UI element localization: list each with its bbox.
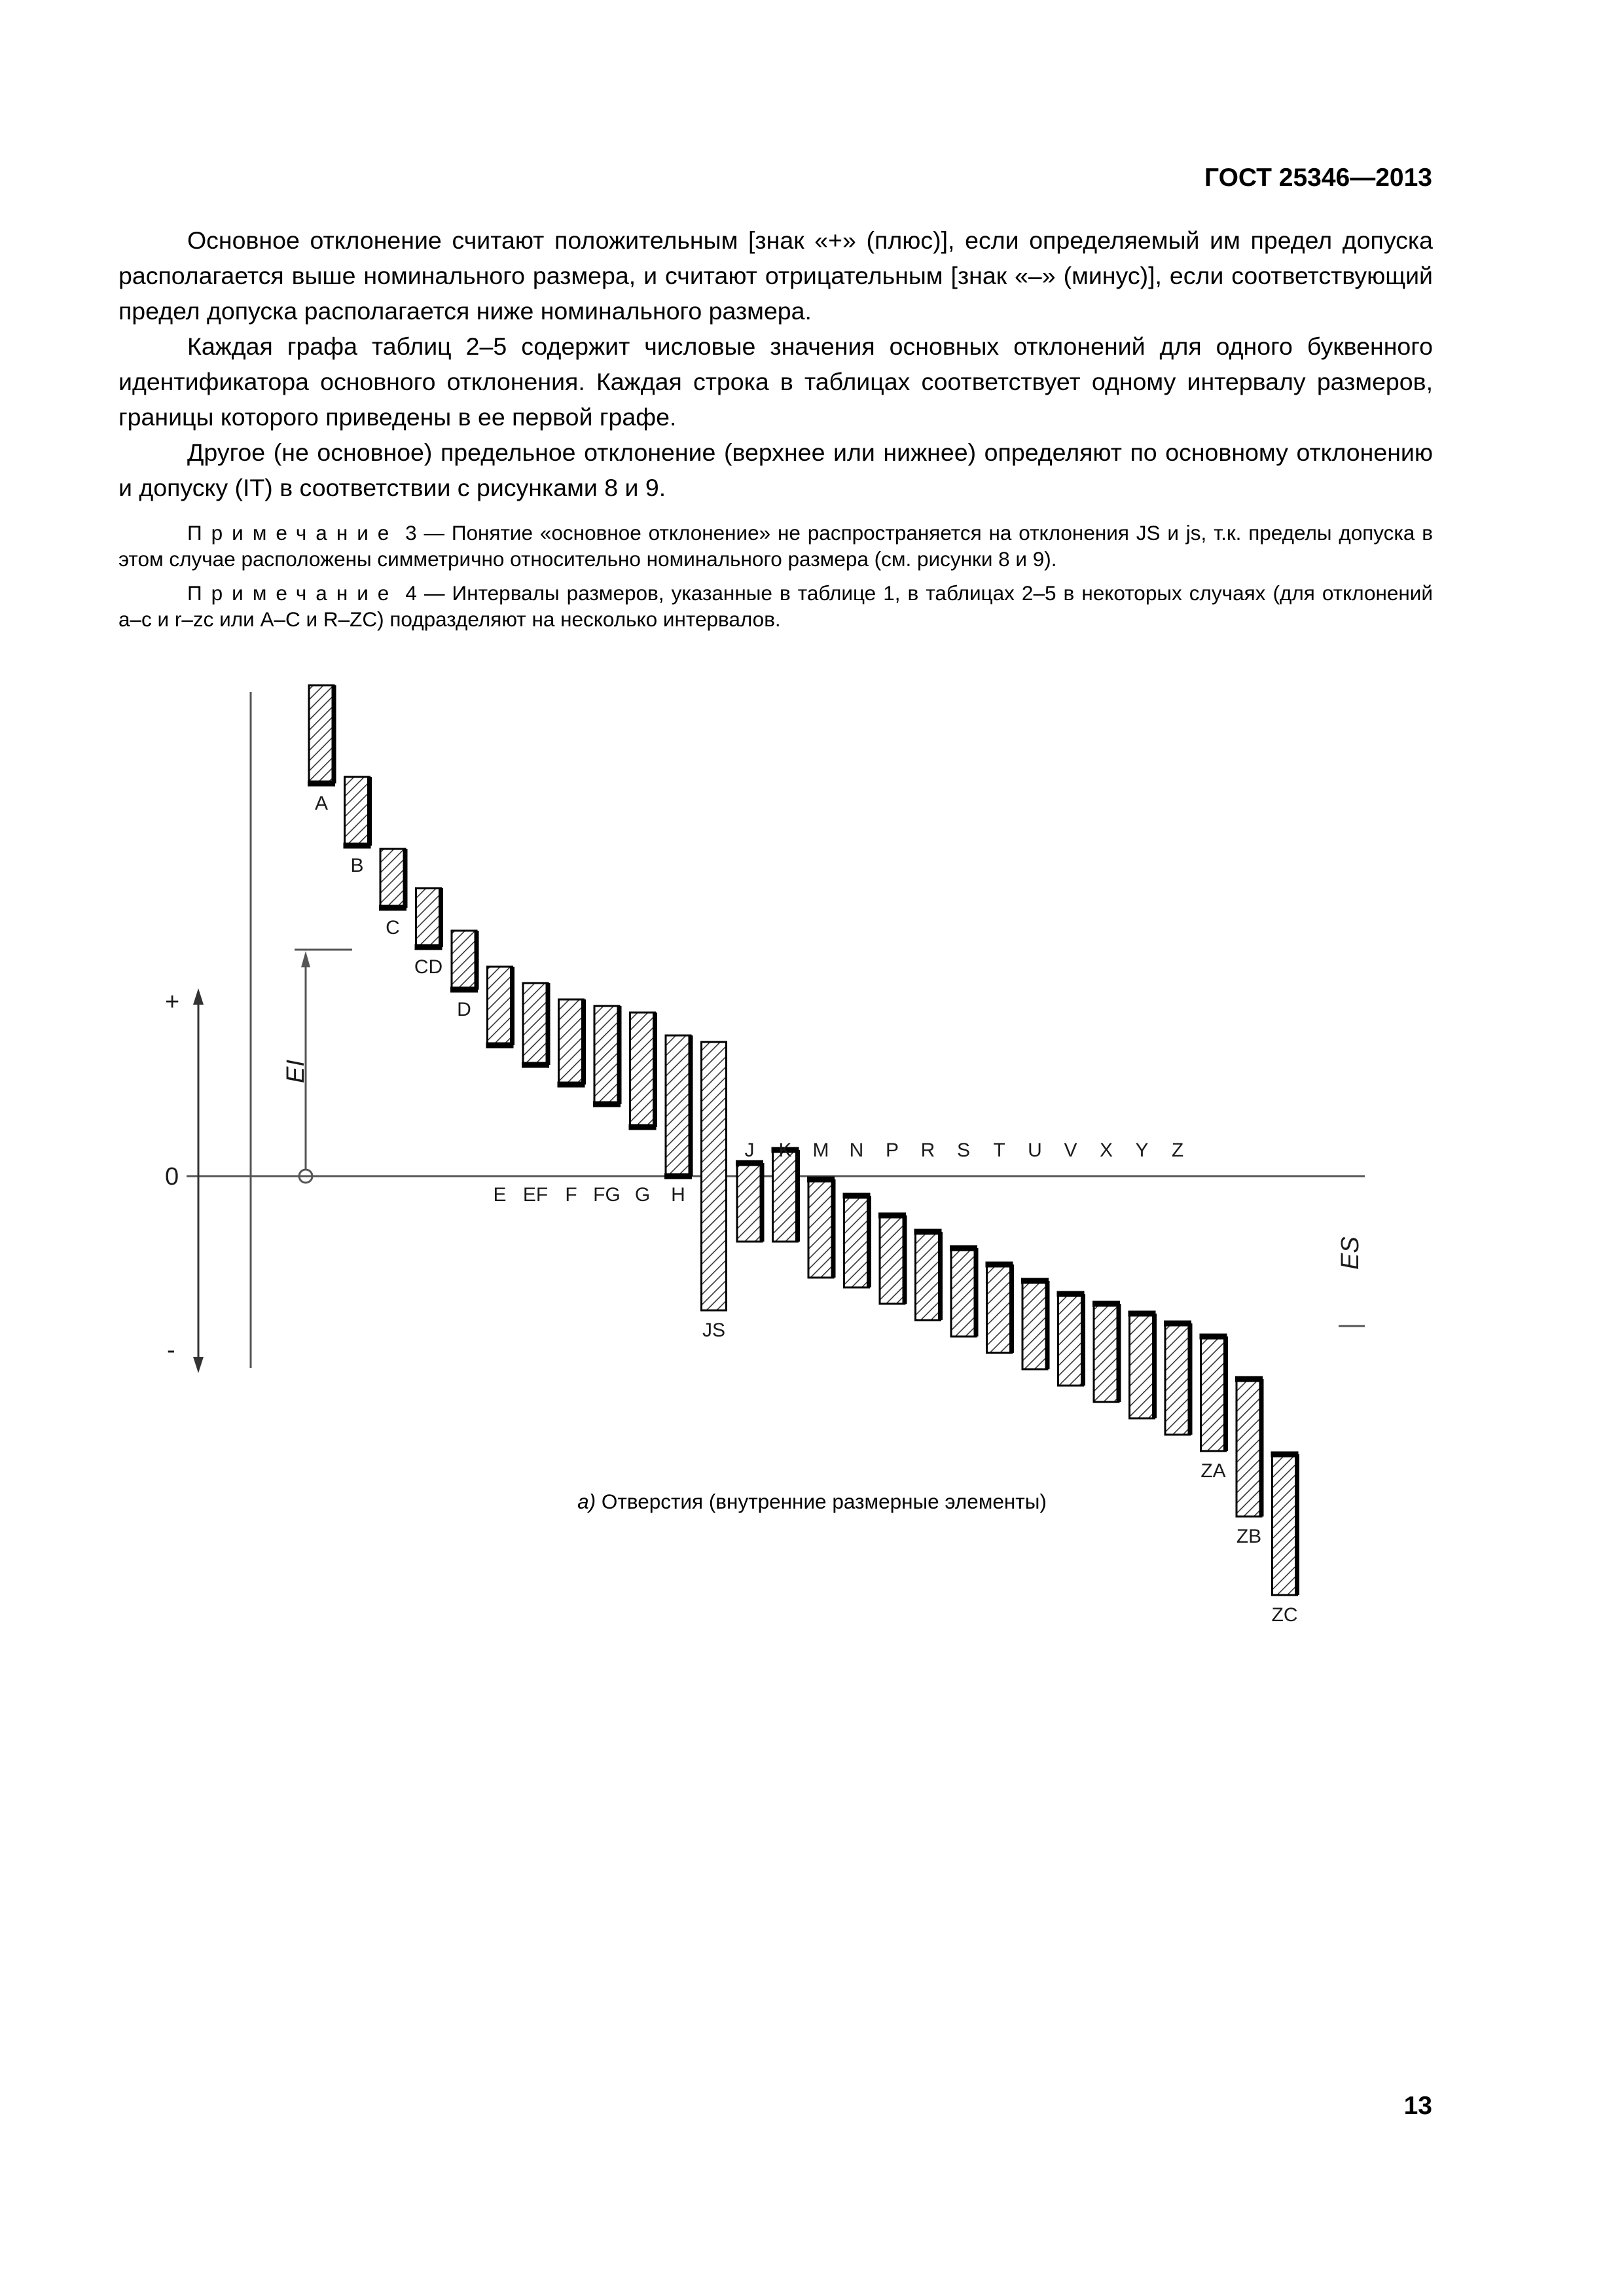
zone-u [1022,1281,1047,1369]
zone-zc [1272,1454,1297,1595]
minus-sign: - [167,1336,175,1364]
zone-y [1130,1314,1155,1418]
zone-js [702,1042,727,1310]
zone-label-zb: ZB [1236,1526,1262,1547]
zone-label-a: A [314,793,329,814]
note-3-label: Примечание [187,521,399,545]
zone-j [737,1163,762,1242]
paragraph-1: Основное отклонение считают положительным [знак «+» (плюс)], если определяемый им предел допуска располагается выше номинального размера, и считают отрицательным [знак «–» (минус)], если соответствующий предел допуска располагается ниже номинального размера. [118,226,1433,325]
paragraph-3: Другое (не основное) предельное отклонение (верхнее или нижнее) определяют по основному отклонению и допуску (IT) в соответствии с рисунками 8 и 9. [118,439,1433,501]
sign-arrow-head-down [193,1357,204,1373]
zone-b [345,777,370,846]
zone-m [808,1179,833,1278]
zone-label-v: V [1064,1139,1077,1161]
zone-label-za: ZA [1200,1460,1226,1482]
plus-sign: + [165,988,180,1016]
zone-label-t: T [993,1139,1005,1161]
zone-label-k: K [778,1139,792,1161]
zone-label-h: H [671,1184,685,1206]
zone-d [452,931,477,990]
zone-label-j: J [744,1139,755,1161]
zone-label-cd: CD [414,956,443,978]
standard-number: ГОСТ 25346—2013 [1204,164,1432,192]
zone-t [987,1265,1012,1353]
note-4-label: Примечание [187,581,399,605]
paragraph-2: Каждая графа таблиц 2–5 содержит числовые значения основных отклонений для одного буквенного идентификатора основного отклонения. Каждая строка в таблицах соответствует одному интервалу размеров, границы которого приведены в ее первой графе. [118,332,1433,431]
page-number: 13 [1403,2092,1432,2120]
zero-label: 0 [165,1163,179,1191]
zone-x [1094,1304,1119,1402]
zone-label-m: M [812,1139,829,1161]
zone-label-u: U [1028,1139,1042,1161]
zone-label-zc: ZC [1271,1604,1298,1626]
zone-fg [594,1006,619,1104]
zone-a [309,685,334,783]
zone-label-s: S [956,1139,971,1161]
zone-v [1058,1294,1083,1386]
zone-h [666,1035,691,1176]
zone-z [1165,1323,1190,1435]
zone-ef [523,983,548,1065]
caption-prefix: а) [577,1490,596,1513]
zone-g [630,1013,655,1127]
zone-za [1201,1336,1226,1451]
zone-label-fg: FG [593,1184,621,1206]
zone-c [380,849,405,908]
zone-label-z: Z [1171,1139,1184,1161]
zone-label-r: R [920,1139,935,1161]
zone-r [916,1232,941,1320]
zone-p [880,1215,905,1304]
zone-label-y: Y [1135,1139,1149,1161]
figure-caption [0,1490,1624,1514]
note-4-text: 4 — Интервалы размеров, указанные в таблице 1, в таблицах 2–5 в некоторых случаях (для отклонений a–c и r–zc или A–C и R–ZC) подразделяют на несколько интервалов. [118,581,1433,631]
zone-label-e: E [493,1184,507,1206]
zone-label-f: F [565,1184,577,1206]
ei-label: EI [282,1060,310,1083]
zone-e [488,967,513,1045]
zone-label-ef: EF [522,1184,549,1206]
zone-k [773,1150,798,1242]
zone-label-d: D [457,999,471,1020]
zone-n [844,1196,869,1287]
ei-arrow-head [301,951,310,967]
zone-label-js: JS [702,1319,726,1341]
zones-group [308,685,1299,1626]
zone-s [951,1248,976,1336]
zone-label-b: B [350,855,364,876]
es-label: ES [1337,1236,1364,1270]
sign-arrow-head-up [193,988,204,1005]
zone-label-c: C [386,917,400,939]
zone-label-x: X [1099,1139,1113,1161]
note-3-text: 3 — Понятие «основное отклонение» не распространяется на отклонения JS и js, т.к. пределы допуска в этом случае расположены симметрично относительно номинального размера (см. рисунки 8 и 9). [118,521,1433,571]
zone-label-g: G [634,1184,651,1206]
caption-text: Отверстия (внутренние размерные элементы) [596,1490,1047,1513]
zone-f [559,999,584,1085]
zone-cd [416,888,441,947]
zone-label-p: P [885,1139,899,1161]
zone-label-n: N [849,1139,864,1161]
